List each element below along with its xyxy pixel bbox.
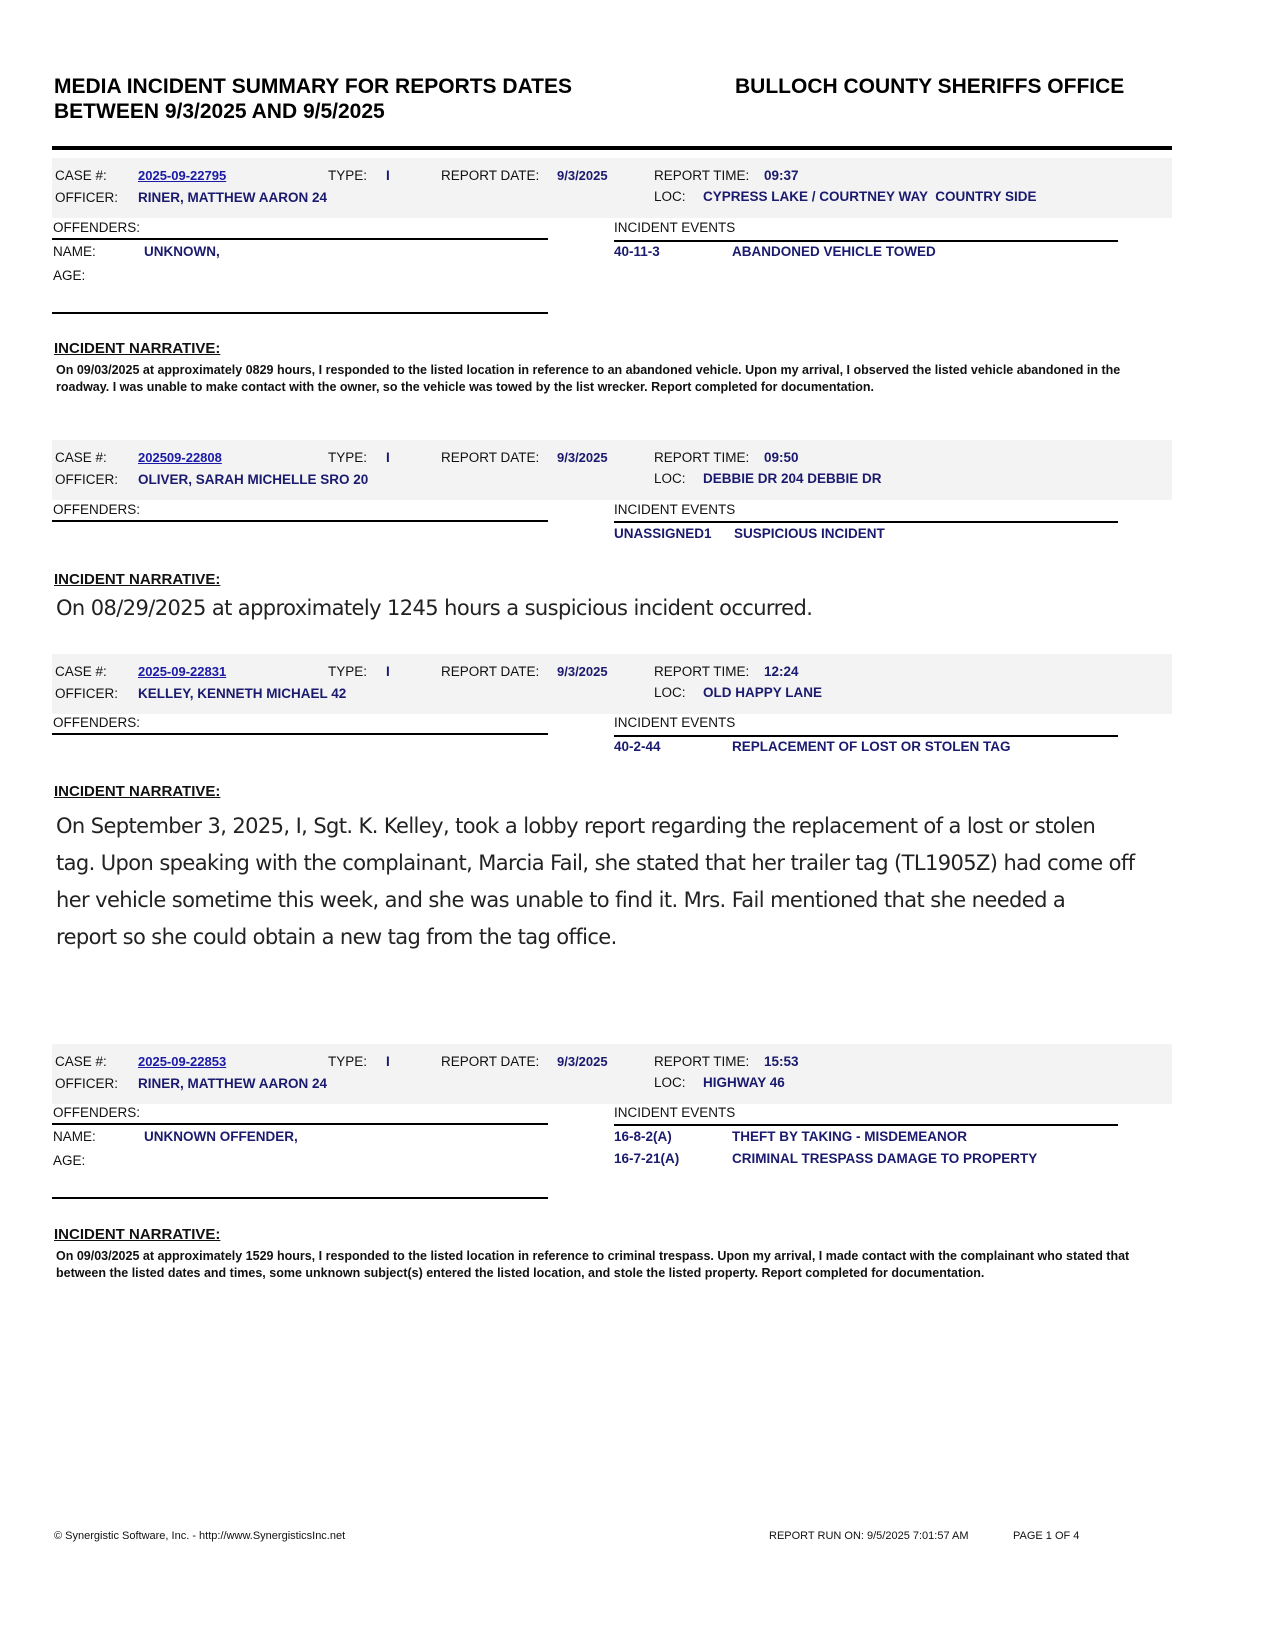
event-description: REPLACEMENT OF LOST OR STOLEN TAG bbox=[732, 739, 1011, 754]
loc-value: CYPRESS LAKE / COURTNEY WAY COUNTRY SIDE bbox=[703, 189, 1037, 204]
incident-events-label: INCIDENT EVENTS bbox=[614, 715, 736, 730]
type-value: I bbox=[386, 1054, 390, 1069]
narrative-heading: INCIDENT NARRATIVE: bbox=[54, 340, 221, 357]
narrative-text: On 08/29/2025 at approximately 1245 hours a suspicious incident occurred. bbox=[56, 596, 813, 620]
case-label: CASE #: bbox=[55, 168, 107, 183]
narrative-heading: INCIDENT NARRATIVE: bbox=[54, 571, 221, 588]
narrative-text: On 09/03/2025 at approximately 1529 hours, I responded to the listed location in reference to criminal trespass. Upon my arrival, I made contact with the complainant who stated that between the listed dates and times, some unknown subject(s) entered the listed location, and stole the listed property. Report completed for documentation. bbox=[56, 1249, 1130, 1280]
officer-label: OFFICER: bbox=[55, 686, 118, 701]
report-date-value: 9/3/2025 bbox=[557, 168, 608, 183]
offender-name-value: UNKNOWN OFFENDER, bbox=[144, 1129, 298, 1144]
report-date-value: 9/3/2025 bbox=[557, 1054, 608, 1069]
offender-age-label: AGE: bbox=[53, 268, 86, 283]
narrative-text bbox=[56, 808, 1156, 956]
report-title-line2: BETWEEN 9/3/2025 AND 9/5/2025 bbox=[54, 100, 385, 123]
loc-label: LOC: bbox=[654, 1075, 686, 1090]
case-header-band bbox=[52, 158, 1172, 218]
footer-run-on: REPORT RUN ON: 9/5/2025 7:01:57 AM bbox=[769, 1530, 969, 1542]
officer-value: KELLEY, KENNETH MICHAEL 42 bbox=[138, 686, 347, 701]
narrative-line: tag. Upon speaking with the complainant, Marcia Fail, she stated that her trailer tag (TL1905Z) had come off bbox=[56, 851, 1135, 875]
report-time-value: 15:53 bbox=[764, 1054, 799, 1069]
loc-label: LOC: bbox=[654, 685, 686, 700]
case-label: CASE #: bbox=[55, 664, 107, 679]
offender-section-end bbox=[52, 312, 548, 314]
type-label: TYPE: bbox=[328, 664, 368, 679]
officer-label: OFFICER: bbox=[55, 472, 118, 487]
officer-value: RINER, MATTHEW AARON 24 bbox=[138, 190, 327, 205]
officer-label: OFFICER: bbox=[55, 1076, 118, 1091]
case-label: CASE #: bbox=[55, 450, 107, 465]
case-header-band bbox=[52, 654, 1172, 714]
offenders-divider bbox=[52, 1123, 548, 1125]
case-number-link[interactable]: 202509-22808 bbox=[138, 450, 222, 465]
report-time-value: 09:37 bbox=[764, 168, 799, 183]
event-code: 16-7-21(A) bbox=[614, 1151, 680, 1166]
report-time-label: REPORT TIME: bbox=[654, 168, 750, 183]
report-time-value: 09:50 bbox=[764, 450, 799, 465]
event-description: ABANDONED VEHICLE TOWED bbox=[732, 244, 936, 259]
loc-label: LOC: bbox=[654, 471, 686, 486]
report-time-label: REPORT TIME: bbox=[654, 1054, 750, 1069]
report-date-label: REPORT DATE: bbox=[441, 450, 540, 465]
officer-value: RINER, MATTHEW AARON 24 bbox=[138, 1076, 327, 1091]
offenders-divider bbox=[52, 238, 548, 240]
event-code: UNASSIGNED1 bbox=[614, 526, 712, 541]
offenders-divider bbox=[52, 520, 548, 522]
loc-value: OLD HAPPY LANE bbox=[703, 685, 823, 700]
report-date-label: REPORT DATE: bbox=[441, 664, 540, 679]
report-time-label: REPORT TIME: bbox=[654, 450, 750, 465]
type-label: TYPE: bbox=[328, 1054, 368, 1069]
narrative-line: her vehicle sometime this week, and she was unable to find it. Mrs. Fail mentioned that she needed a bbox=[56, 888, 1066, 912]
type-label: TYPE: bbox=[328, 168, 368, 183]
case-number-link[interactable]: 2025-09-22795 bbox=[138, 168, 227, 183]
narrative-line: report so she could obtain a new tag from the tag office. bbox=[56, 925, 617, 949]
events-divider bbox=[614, 240, 1118, 242]
offender-name-value: UNKNOWN, bbox=[144, 244, 220, 259]
event-code: 16-8-2(A) bbox=[614, 1129, 672, 1144]
incident-events-label: INCIDENT EVENTS bbox=[614, 220, 736, 235]
event-description: SUSPICIOUS INCIDENT bbox=[734, 526, 885, 541]
loc-value: HIGHWAY 46 bbox=[703, 1075, 785, 1090]
report-time-label: REPORT TIME: bbox=[654, 664, 750, 679]
offender-name-label: NAME: bbox=[53, 244, 96, 259]
footer-copyright: © Synergistic Software, Inc. - http://www.SynergisticsInc.net bbox=[54, 1530, 346, 1542]
case-label: CASE #: bbox=[55, 1054, 107, 1069]
header-divider bbox=[52, 146, 1172, 150]
incident-events-label: INCIDENT EVENTS bbox=[614, 502, 736, 517]
events-divider bbox=[614, 735, 1118, 737]
type-value: I bbox=[386, 168, 390, 183]
officer-value: OLIVER, SARAH MICHELLE SRO 20 bbox=[138, 472, 369, 487]
footer-page-number: PAGE 1 OF 4 bbox=[1013, 1530, 1080, 1542]
event-code: 40-2-44 bbox=[614, 739, 661, 754]
case-number-link[interactable]: 2025-09-22853 bbox=[138, 1054, 227, 1069]
type-label: TYPE: bbox=[328, 450, 368, 465]
offenders-label: OFFENDERS: bbox=[53, 502, 141, 517]
events-divider bbox=[614, 1124, 1118, 1126]
offenders-divider bbox=[52, 733, 548, 735]
case-header-band bbox=[52, 1044, 1172, 1104]
loc-value: DEBBIE DR 204 DEBBIE DR bbox=[703, 471, 882, 486]
agency-name: BULLOCH COUNTY SHERIFFS OFFICE bbox=[735, 75, 1125, 98]
narrative-heading: INCIDENT NARRATIVE: bbox=[54, 783, 221, 800]
offender-name-label: NAME: bbox=[53, 1129, 96, 1144]
report-date-value: 9/3/2025 bbox=[557, 450, 608, 465]
event-description: THEFT BY TAKING - MISDEMEANOR bbox=[732, 1129, 967, 1144]
offenders-label: OFFENDERS: bbox=[53, 715, 141, 730]
report-date-value: 9/3/2025 bbox=[557, 664, 608, 679]
report-title-line1: MEDIA INCIDENT SUMMARY FOR REPORTS DATES bbox=[54, 75, 573, 98]
report-date-label: REPORT DATE: bbox=[441, 168, 540, 183]
report-date-label: REPORT DATE: bbox=[441, 1054, 540, 1069]
case-number-link[interactable]: 2025-09-22831 bbox=[138, 664, 227, 679]
events-divider bbox=[614, 521, 1118, 523]
offenders-label: OFFENDERS: bbox=[53, 220, 141, 235]
type-value: I bbox=[386, 450, 390, 465]
type-value: I bbox=[386, 664, 390, 679]
narrative-text: On 09/03/2025 at approximately 0829 hours, I responded to the listed location in reference to an abandoned vehicle. Upon my arrival, I observed the listed vehicle abandoned in the roadway. I was unable to make contact with the owner, so the vehicle was towed by the list wrecker. Report completed for documentation. bbox=[56, 363, 1121, 394]
event-description: CRIMINAL TRESPASS DAMAGE TO PROPERTY bbox=[732, 1151, 1038, 1166]
report-time-value: 12:24 bbox=[764, 664, 799, 679]
narrative-line: On September 3, 2025, I, Sgt. K. Kelley, took a lobby report regarding the replacement of a lost or stolen bbox=[56, 814, 1096, 838]
offenders-label: OFFENDERS: bbox=[53, 1105, 141, 1120]
event-code: 40-11-3 bbox=[614, 244, 660, 259]
officer-label: OFFICER: bbox=[55, 190, 118, 205]
narrative-heading: INCIDENT NARRATIVE: bbox=[54, 1226, 221, 1243]
case-header-band bbox=[52, 440, 1172, 500]
offender-age-label: AGE: bbox=[53, 1153, 86, 1168]
loc-label: LOC: bbox=[654, 189, 686, 204]
incident-events-label: INCIDENT EVENTS bbox=[614, 1105, 736, 1120]
offender-section-end bbox=[52, 1197, 548, 1199]
